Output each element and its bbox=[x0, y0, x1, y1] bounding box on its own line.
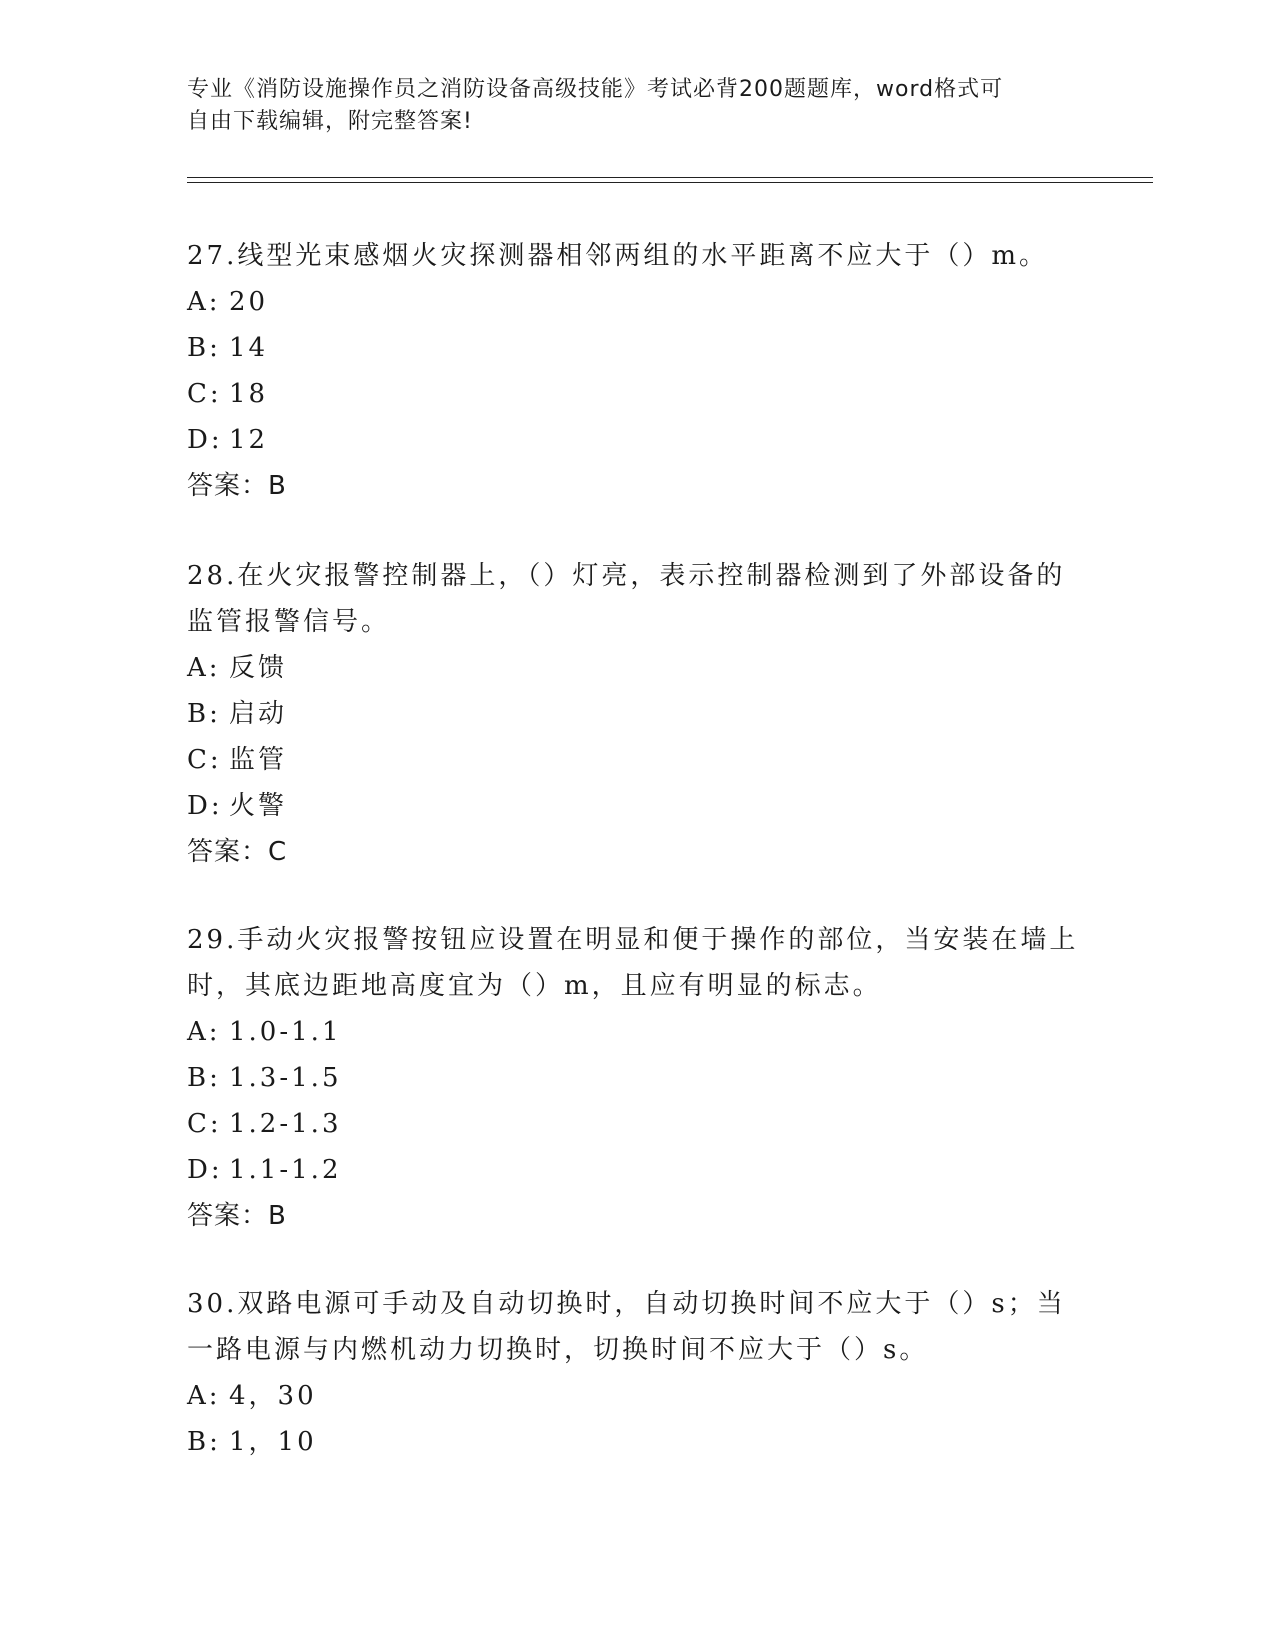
question-stem: 28.在火灾报警控制器上，（）灯亮，表示控制器检测到了外部设备的 bbox=[187, 561, 1066, 591]
option-letter: B: bbox=[187, 1063, 221, 1093]
option-text: 1.2-1.3 bbox=[229, 1109, 342, 1139]
question-stem: 27.线型光束感烟火灾探测器相邻两组的水平距离不应大于（）m。 bbox=[187, 241, 1049, 271]
option-letter: D: bbox=[187, 791, 223, 821]
option-b bbox=[187, 691, 1087, 737]
option-c bbox=[187, 371, 1087, 417]
answer-line: 答案：B bbox=[187, 471, 287, 501]
option-text: 4，30 bbox=[229, 1381, 317, 1411]
option-b bbox=[187, 1419, 1087, 1465]
option-letter: C: bbox=[187, 745, 222, 775]
question-stem: 30.双路电源可手动及自动切换时，自动切换时间不应大于（）s；当 bbox=[187, 1289, 1066, 1319]
option-text: 火警 bbox=[229, 791, 288, 821]
option-text: 14 bbox=[229, 333, 269, 363]
option-a bbox=[187, 279, 1087, 325]
answer-line: 答案：C bbox=[187, 837, 288, 867]
option-text: 1.3-1.5 bbox=[229, 1063, 342, 1093]
option-text: 监管 bbox=[229, 745, 288, 775]
option-text: 1.0-1.1 bbox=[229, 1017, 342, 1047]
answer-line: 答案：B bbox=[187, 1201, 287, 1231]
document-header bbox=[187, 74, 1067, 138]
question-27 bbox=[187, 233, 1087, 509]
header-divider-top bbox=[187, 177, 1153, 178]
option-a bbox=[187, 645, 1087, 691]
question-29 bbox=[187, 917, 1087, 1239]
option-c bbox=[187, 1101, 1087, 1147]
header-divider-bottom bbox=[187, 182, 1153, 183]
option-letter: A: bbox=[187, 1381, 221, 1411]
option-text: 20 bbox=[229, 287, 269, 317]
option-letter: A: bbox=[187, 1017, 221, 1047]
option-d bbox=[187, 1147, 1087, 1193]
option-letter: B: bbox=[187, 333, 221, 363]
question-30 bbox=[187, 1281, 1087, 1465]
option-c bbox=[187, 737, 1087, 783]
option-b bbox=[187, 1055, 1087, 1101]
option-letter: D: bbox=[187, 425, 223, 455]
option-b bbox=[187, 325, 1087, 371]
question-stem-cont: 一路电源与内燃机动力切换时，切换时间不应大于（）s。 bbox=[187, 1335, 929, 1365]
option-d bbox=[187, 783, 1087, 829]
option-letter: B: bbox=[187, 699, 221, 729]
option-text: 18 bbox=[229, 379, 269, 409]
option-text: 反馈 bbox=[229, 653, 288, 683]
option-letter: C: bbox=[187, 379, 222, 409]
option-text: 1，10 bbox=[229, 1427, 317, 1457]
option-d bbox=[187, 417, 1087, 463]
header-line-2: 自由下载编辑，附完整答案! bbox=[187, 109, 473, 134]
option-text: 12 bbox=[229, 425, 269, 455]
option-text: 1.1-1.2 bbox=[229, 1155, 342, 1185]
header-line-1: 专业《消防设施操作员之消防设备高级技能》考试必背200题题库，word格式可 bbox=[187, 77, 1004, 102]
option-letter: C: bbox=[187, 1109, 222, 1139]
option-text: 启动 bbox=[229, 699, 288, 729]
option-letter: B: bbox=[187, 1427, 221, 1457]
option-a bbox=[187, 1373, 1087, 1419]
option-letter: D: bbox=[187, 1155, 223, 1185]
question-stem: 29.手动火灾报警按钮应设置在明显和便于操作的部位，当安装在墙上 bbox=[187, 925, 1079, 955]
question-stem-cont: 监管报警信号。 bbox=[187, 607, 391, 637]
option-letter: A: bbox=[187, 287, 221, 317]
question-28 bbox=[187, 553, 1087, 875]
question-stem-cont: 时，其底边距地高度宜为（）m，且应有明显的标志。 bbox=[187, 971, 882, 1001]
option-a bbox=[187, 1009, 1087, 1055]
option-letter: A: bbox=[187, 653, 221, 683]
